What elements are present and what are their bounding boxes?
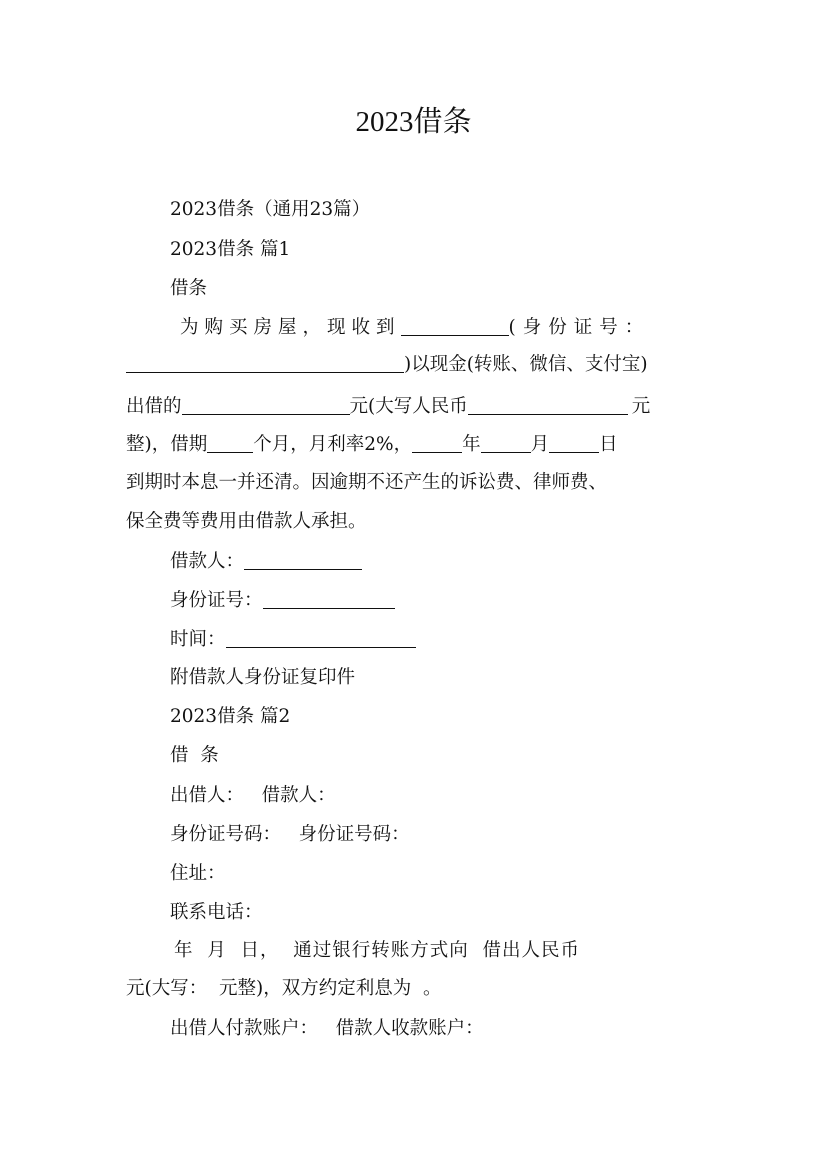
time-row	[126, 625, 760, 655]
iou-heading-2: 借 条	[170, 745, 219, 766]
id-row	[126, 586, 760, 616]
purpose-text: 为购买房屋，现收到	[180, 317, 401, 338]
collection-heading: 2023借条（通用23篇）	[170, 199, 371, 220]
time-blank	[226, 629, 416, 648]
paragraph-line	[126, 313, 716, 343]
address-row: 住址：	[170, 863, 226, 884]
section-1-heading: 2023借条 篇1	[170, 239, 291, 260]
id-number-blank	[126, 354, 404, 373]
id-blank	[263, 590, 395, 609]
months-blank	[207, 434, 253, 453]
repayment-clause: 到期时本息一并还清。因逾期不还产生的诉讼费、律师费、	[126, 472, 608, 493]
parties-row: 出借人： 借款人：	[170, 785, 336, 806]
year-text: 年	[462, 434, 481, 455]
amount-words-blank	[468, 396, 628, 415]
id-prefix-text: (身份证号：	[508, 317, 651, 338]
paragraph-line	[126, 430, 716, 460]
id-numbers-row: 身份证号码： 身份证号码：	[170, 824, 410, 845]
borrower-blank	[244, 551, 362, 570]
rate-text: 个月，月利率2%，	[253, 434, 413, 455]
iou-heading-1: 借条	[170, 278, 208, 299]
transfer-clause: 年 月 日， 通过银行转账方式向 借出人民币	[174, 940, 581, 961]
fees-clause: 保全费等费用由借款人承担。	[126, 511, 367, 532]
attachment-note: 附借款人身份证复印件	[170, 667, 356, 688]
year-blank	[412, 434, 462, 453]
phone-row: 联系电话：	[170, 902, 263, 923]
day-text: 日	[599, 434, 618, 455]
day-blank	[549, 434, 599, 453]
month-text: 月	[530, 434, 550, 455]
month-blank	[481, 434, 531, 453]
interest-clause: 元(大写： 元整)，双方约定利息为 。	[126, 978, 442, 999]
accounts-row: 出借人付款账户： 借款人收款账户：	[170, 1018, 484, 1039]
payment-method-text: )以现金(转账、微信、支付宝)	[404, 354, 648, 375]
document-title: 2023借条	[355, 106, 472, 138]
lender-name-blank	[401, 317, 509, 336]
borrower-row	[126, 547, 760, 577]
amount-blank	[182, 396, 350, 415]
paragraph-line	[126, 350, 716, 380]
borrower-label: 借款人：	[170, 551, 245, 572]
time-label: 时间：	[170, 629, 226, 650]
lent-text: 出借的	[126, 396, 182, 417]
yuan-text: 元	[631, 396, 651, 417]
section-2-heading: 2023借条 篇2	[170, 706, 291, 727]
paragraph-line	[126, 392, 716, 422]
id-label: 身份证号：	[170, 590, 263, 611]
term-text: 整)，借期	[126, 434, 208, 455]
amount-words-text: 元(大写人民币	[349, 396, 468, 417]
